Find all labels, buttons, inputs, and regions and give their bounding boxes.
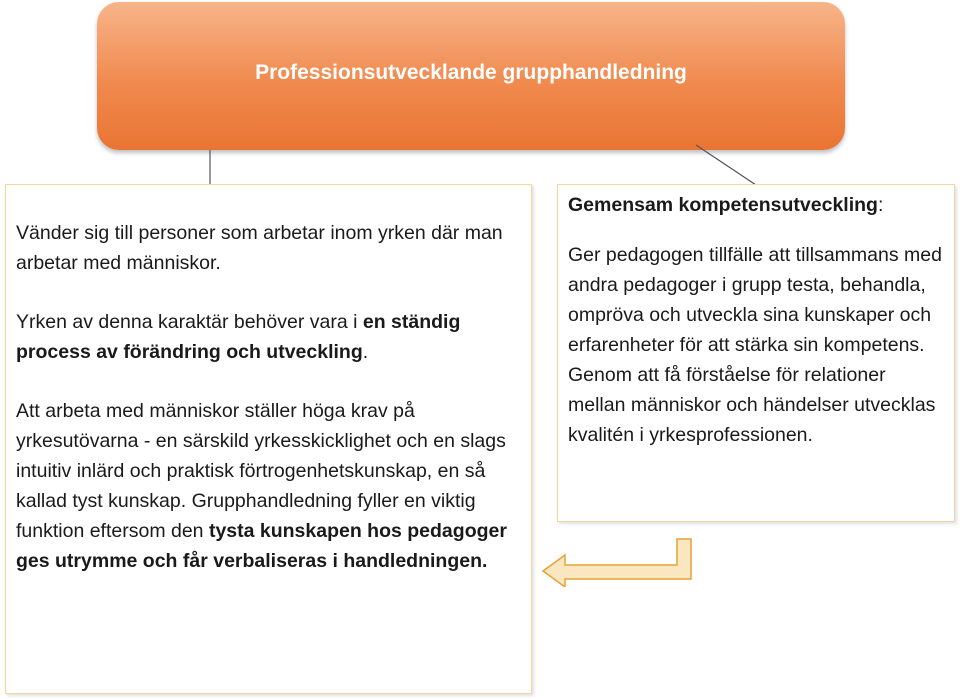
left-text-box (5, 184, 532, 694)
u-turn-arrow-icon (541, 535, 697, 587)
left-paragraph-2: Yrken av denna karaktär behöver vara i en ständig process av förändring och utveckling. (16, 311, 461, 363)
left-paragraph-3-bold: tysta kunskapen hos pedagoger ges utrymme och får verbaliseras i handledningen (16, 520, 507, 572)
right-body: Ger pedagogen tillfälle att tillsammans med andra pedagoger i grupp testa, behandla, ompröva och utveckla sina kunskaper och erfarenheter för att stärka sin kompetens. Genom att få förståelse för relationer mellan människor och händelser utvecklas kvalitén i yrkesprofessionen. (568, 244, 942, 446)
diagram-title: Professionsutvecklande grupphandledning (255, 61, 687, 84)
connector-left (205, 150, 215, 186)
left-paragraph-1: Vänder sig till personer som arbetar inom yrken där man arbetar med människor. (16, 222, 503, 274)
title-box (97, 2, 845, 150)
connector-right (694, 143, 760, 187)
left-paragraph-3: Att arbeta med människor ställer höga krav på yrkesutövarna - en särskild yrkesskicklighet och en slags intuitiv inlärd och praktisk förtrogenhetskunskap, en så kallad tyst kunskap. Grupphandledning fyller en viktig funktion eftersom den tysta kunskapen hos pedagoger ges utrymme och får verbaliseras i handledningen. (16, 400, 507, 572)
right-heading: Gemensam kompetensutveckling: (568, 194, 884, 216)
left-paragraph-2-bold: en ständig process av förändring och utveckling (16, 311, 461, 363)
right-text-box (557, 184, 955, 522)
